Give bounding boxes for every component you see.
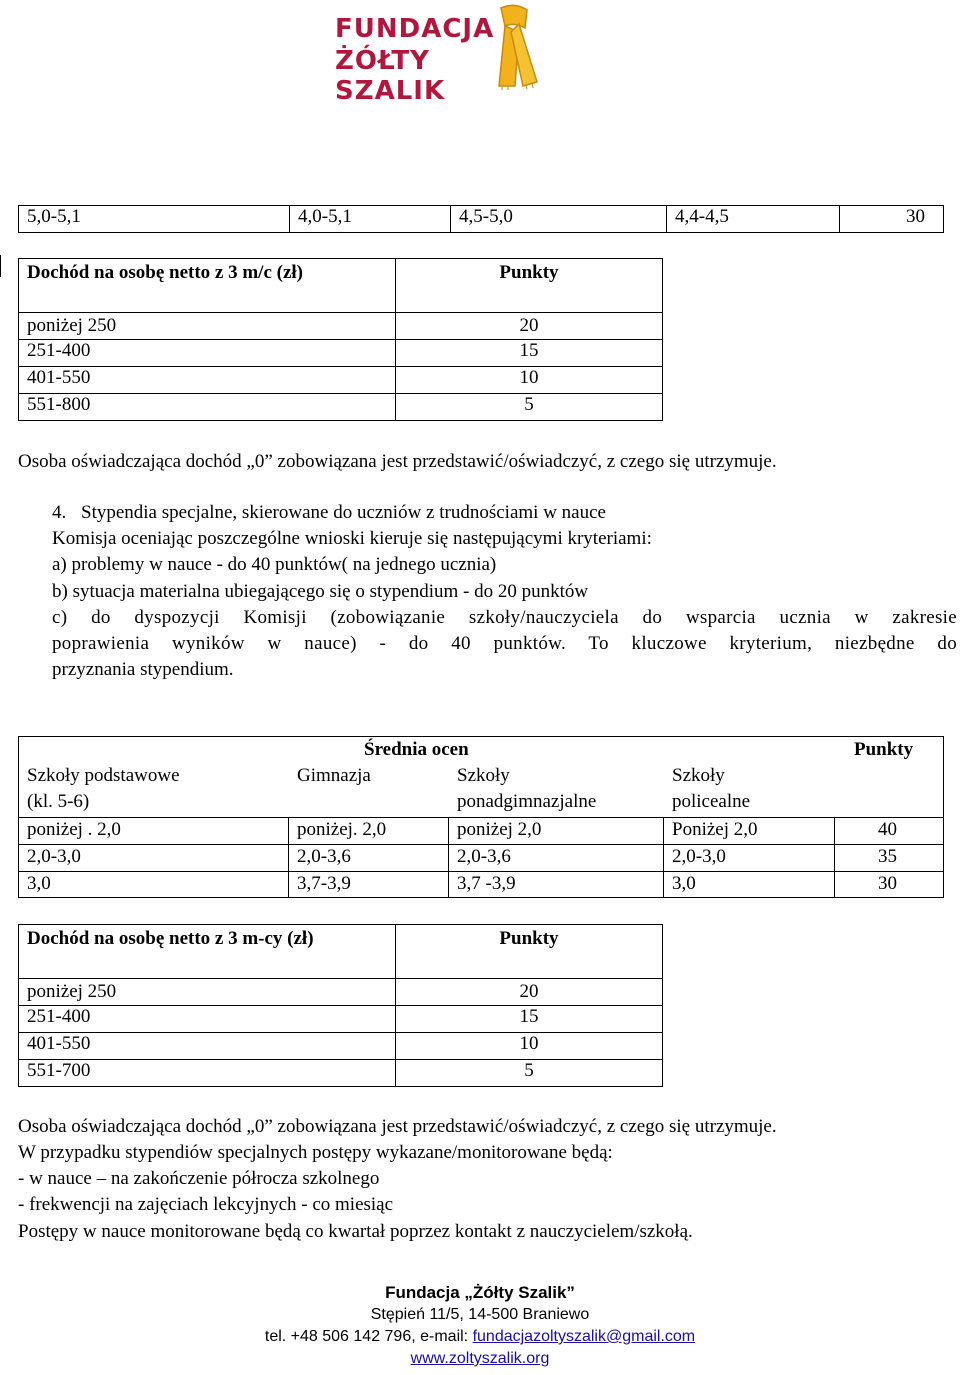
grade-cell: 3,7 -3,9: [457, 873, 516, 894]
income-range: 401-550: [19, 1033, 396, 1060]
income-note-2: Osoba oświadczająca dochód „0” zobowiązana jest przedstawić/oświadczyć, z czego się utrzymuje.: [18, 1116, 777, 1137]
footer-contact: [0, 1326, 960, 1348]
logo-line-1: FUNDACJA: [335, 14, 495, 44]
income-range: 251-400: [19, 340, 396, 367]
income-range: 401-550: [19, 367, 396, 394]
grade-cell: 2,0-3,6: [457, 846, 511, 867]
income-note-1: Osoba oświadczająca dochód „0” zobowiązana jest przedstawić/oświadczyć, z czego się utrzymuje.: [18, 451, 777, 472]
school-gymnasium: Gimnazja: [297, 765, 371, 786]
income-table-1: [18, 258, 663, 421]
progress-monitoring: Postępy w nauce monitorowane będą co kwartał poprzez kontakt z nauczycielem/szkołą.: [18, 1221, 693, 1242]
grade-cell: 3,7-3,9: [297, 873, 351, 894]
school-secondary: Szkoły: [457, 765, 510, 786]
income-range: poniżej 250: [19, 313, 396, 340]
grade-cell: poniżej 2,0: [457, 819, 542, 840]
cell: 4,4-4,5: [667, 206, 840, 233]
income-points: 15: [396, 1006, 663, 1033]
income-range: 551-800: [19, 394, 396, 421]
school-postsecondary: Szkoły: [672, 765, 725, 786]
income-points: 15: [396, 340, 663, 367]
grade-cell: 3,0: [672, 873, 696, 894]
footer-website: [0, 1348, 960, 1370]
income-points: 10: [396, 1033, 663, 1060]
progress-attendance: - frekwencji na zajęciach lekcyjnych - co miesiąc: [18, 1194, 394, 1215]
income-points: 5: [396, 394, 663, 421]
grade-points: 35: [878, 846, 897, 867]
grades-row-table: [18, 205, 944, 233]
cell: 4,5-5,0: [451, 206, 667, 233]
scarf-icon: [481, 2, 543, 90]
grade-cell: 3,0: [27, 873, 51, 894]
section-4-heading: [52, 500, 606, 526]
school-postsecondary-type: policealne: [672, 791, 751, 812]
income-points: 20: [396, 979, 663, 1006]
criterion-c-line3: przyznania stypendium.: [52, 659, 234, 680]
email-link[interactable]: fundacjazoltyszalik@gmail.com: [472, 1328, 696, 1345]
income-points: 20: [396, 313, 663, 340]
income-header: Dochód na osobę netto z 3 m/c (zł): [19, 259, 396, 313]
grade-cell: Poniżej 2,0: [672, 819, 758, 840]
income-header: Dochód na osobę netto z 3 m-cy (zł): [19, 925, 396, 979]
footer-address: Stępień 11/5, 14-500 Braniewo: [370, 1306, 590, 1323]
income-range: 551-700: [19, 1060, 396, 1087]
income-points: 10: [396, 367, 663, 394]
grade-cell: 2,0-3,6: [297, 846, 351, 867]
income-range: poniżej 250: [19, 979, 396, 1006]
income-range: 251-400: [19, 1006, 396, 1033]
cell: 4,0-5,1: [290, 206, 451, 233]
grade-points: 30: [878, 873, 897, 894]
foundation-logo: [333, 0, 543, 106]
footer-phone: tel. +48 506 142 796, e-mail:: [264, 1328, 473, 1345]
cell: 5,0-5,1: [19, 206, 290, 233]
progress-learning: - w nauce – na zakończenie półrocza szkolnego: [18, 1168, 380, 1189]
school-secondary-type: ponadgimnazjalne: [457, 791, 597, 812]
grades-title: Średnia ocen: [364, 739, 469, 760]
criterion-c-line1: c) do dyspozycji Komisji (zobowiązanie szkoły/nauczyciela do wsparcia ucznia w zakresie: [52, 607, 957, 628]
school-primary-classes: (kl. 5-6): [27, 791, 90, 812]
points-header: Punkty: [396, 925, 663, 979]
grades-table: [18, 736, 944, 898]
logo-line-2: ŻÓŁTY SZALIK: [335, 46, 446, 106]
grade-cell: 2,0-3,0: [672, 846, 726, 867]
section-title: Stypendia specjalne, skierowane do uczniów z trudnościami w nauce: [81, 502, 606, 523]
grade-points: 40: [878, 819, 897, 840]
progress-intro: W przypadku stypendiów specjalnych postępy wykazane/monitorowane będą:: [18, 1142, 613, 1163]
cell-points: 30: [840, 206, 944, 233]
margin-mark: [0, 255, 1, 277]
criterion-c-line2: poprawienia wyników w nauce) - do 40 punktów. To kluczowe kryterium, niezbędne do: [52, 633, 957, 654]
criterion-b: b) sytuacja materialna ubiegającego się o stypendium - do 20 punktów: [52, 581, 589, 602]
website-link[interactable]: www.zoltyszalik.org: [410, 1350, 550, 1367]
grades-points-header: Punkty: [854, 739, 914, 760]
grade-cell: poniżej . 2,0: [27, 819, 121, 840]
income-points: 5: [396, 1060, 663, 1087]
points-header: Punkty: [396, 259, 663, 313]
section-number: 4.: [52, 502, 67, 523]
section-4-intro: Komisja oceniając poszczególne wnioski kieruje się następującymi kryteriami:: [52, 528, 652, 549]
criterion-a: a) problemy w nauce - do 40 punktów( na jednego ucznia): [52, 554, 497, 575]
footer-org: Fundacja „Żółty Szalik”: [385, 1283, 575, 1302]
grade-cell: 2,0-3,0: [27, 846, 81, 867]
grade-cell: poniżej. 2,0: [297, 819, 387, 840]
school-primary: Szkoły podstawowe: [27, 765, 180, 786]
income-table-2: [18, 924, 663, 1087]
